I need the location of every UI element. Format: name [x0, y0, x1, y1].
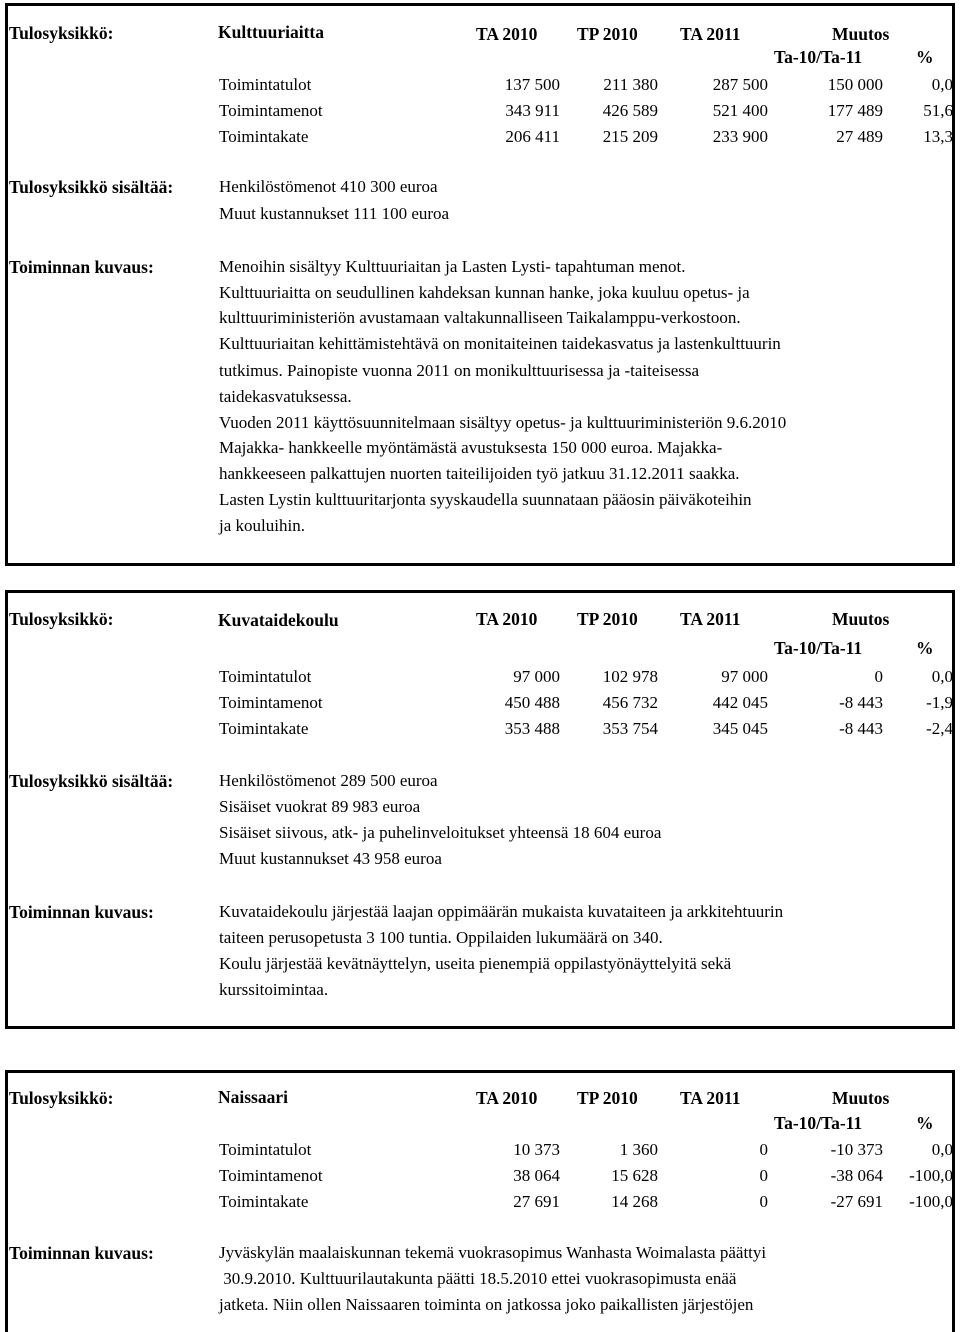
- cell-ta2010: 137 500: [504, 75, 560, 94]
- header-ta-change: Ta-10/Ta-11: [774, 1113, 863, 1133]
- description-label: Toiminnan kuvaus:: [9, 902, 154, 922]
- row-name: Toimintamenot: [219, 693, 323, 712]
- description-line: kurssitoimintaa.: [219, 980, 329, 999]
- header-pct: %: [916, 638, 934, 658]
- unit-name: Kulttuuriaitta: [218, 22, 324, 42]
- description-line: ja kouluihin.: [219, 516, 305, 535]
- description-line: Vuoden 2011 käyttösuunnitelmaan sisältyy opetus- ja kulttuuriministeriön 9.6.2010: [219, 413, 787, 432]
- cell-muutos: -8 443: [839, 719, 883, 738]
- row-name: Toimintakate: [219, 719, 309, 738]
- header-pct: %: [916, 1113, 934, 1133]
- cell-muutos: 150 000: [827, 75, 883, 94]
- description-line: 30.9.2010. Kulttuurilautakunta päätti 18.5.2010 ettei vuokrasopimusta enää: [219, 1269, 737, 1288]
- cell-pct: -100,0: [909, 1166, 953, 1185]
- description-line: Majakka- hankkeelle myöntämästä avustuksesta 150 000 euroa. Majakka-: [219, 438, 723, 457]
- description-line: Lasten Lystin kulttuuritarjonta syyskaudella suunnataan pääosin päiväkoteihin: [219, 490, 752, 509]
- cell-muutos: 177 489: [827, 101, 883, 120]
- contains-line: Sisäiset vuokrat 89 983 euroa: [219, 797, 421, 816]
- contains-label: Tulosyksikkö sisältää:: [9, 177, 174, 197]
- unit-name: Kuvataidekoulu: [218, 610, 339, 630]
- cell-muutos: 27 489: [836, 127, 883, 146]
- cell-pct: 0,0: [931, 667, 953, 686]
- cell-ta2011: 521 400: [712, 101, 768, 120]
- cell-muutos: 0: [874, 667, 883, 686]
- row-name: Toimintakate: [219, 127, 309, 146]
- cell-pct: -1,9: [926, 693, 953, 712]
- header-muutos: Muutos: [832, 609, 890, 629]
- cell-ta2011: 287 500: [712, 75, 768, 94]
- row-name: Toimintamenot: [219, 101, 323, 120]
- contains-line: Henkilöstömenot 289 500 euroa: [219, 771, 438, 790]
- header-ta2011: TA 2011: [680, 609, 741, 629]
- cell-ta2010: 353 488: [504, 719, 560, 738]
- cell-ta2011: 97 000: [721, 667, 768, 686]
- cell-ta2010: 38 064: [513, 1166, 560, 1185]
- row-name: Toimintatulot: [219, 75, 312, 94]
- cell-ta2011: 0: [759, 1140, 768, 1159]
- cell-ta2011: 442 045: [712, 693, 768, 712]
- cell-pct: 0,0: [931, 75, 953, 94]
- cell-tp2010: 211 380: [603, 75, 658, 94]
- description-line: Jyväskylän maalaiskunnan tekemä vuokrasopimus Wanhasta Woimalasta päättyi: [219, 1243, 767, 1262]
- header-ta2010: TA 2010: [476, 609, 538, 629]
- header-ta-change: Ta-10/Ta-11: [774, 47, 863, 67]
- cell-muutos: -38 064: [830, 1166, 883, 1185]
- header-muutos: Muutos: [832, 24, 890, 44]
- cell-tp2010: 14 268: [611, 1192, 658, 1211]
- cell-tp2010: 102 978: [602, 667, 658, 686]
- header-tp2010: TP 2010: [577, 609, 638, 629]
- cell-ta2010: 450 488: [504, 693, 560, 712]
- description-line: tutkimus. Painopiste vuonna 2011 on monikulttuurisessa ja -taiteisessa: [219, 361, 700, 380]
- cell-ta2010: 97 000: [513, 667, 560, 686]
- cell-tp2010: 456 732: [602, 693, 658, 712]
- cell-ta2011: 345 045: [712, 719, 768, 738]
- cell-pct: 13,3: [923, 127, 953, 146]
- description-line: hankkeeseen palkattujen nuorten taiteilijoiden työ jatkuu 31.12.2011 saakka.: [219, 464, 740, 483]
- cell-tp2010: 215 209: [602, 127, 658, 146]
- header-ta2010: TA 2010: [476, 24, 538, 44]
- cell-tp2010: 1 360: [619, 1140, 658, 1159]
- cell-muutos: -10 373: [830, 1140, 883, 1159]
- header-ta2011: TA 2011: [680, 1088, 741, 1108]
- header-tp2010: TP 2010: [577, 24, 638, 44]
- cell-muutos: -27 691: [830, 1192, 883, 1211]
- cell-ta2010: 27 691: [513, 1192, 560, 1211]
- contains-line: Henkilöstömenot 410 300 euroa: [219, 177, 438, 196]
- unit-name: Naissaari: [218, 1087, 288, 1107]
- cell-pct: 51,6: [923, 101, 953, 120]
- contains-label: Tulosyksikkö sisältää:: [9, 771, 174, 791]
- cell-pct: 0,0: [931, 1140, 953, 1159]
- header-ta2010: TA 2010: [476, 1088, 538, 1108]
- description-line: Kuvataidekoulu järjestää laajan oppimäärän mukaista kuvataiteen ja arkkitehtuurin: [219, 902, 784, 921]
- description-line: Menoihin sisältyy Kulttuuriaitan ja Lasten Lysti- tapahtuman menot.: [219, 257, 686, 276]
- cell-ta2011: 233 900: [712, 127, 768, 146]
- contains-line: Sisäiset siivous, atk- ja puhelinveloitukset yhteensä 18 604 euroa: [219, 823, 662, 842]
- description-line: taidekasvatuksessa.: [219, 387, 352, 406]
- cell-muutos: -8 443: [839, 693, 883, 712]
- header-ta-change: Ta-10/Ta-11: [774, 638, 863, 658]
- cell-pct: -100,0: [909, 1192, 953, 1211]
- cell-ta2010: 206 411: [505, 127, 560, 146]
- header-ta2011: TA 2011: [680, 24, 741, 44]
- cell-tp2010: 15 628: [611, 1166, 658, 1185]
- header-pct: %: [916, 47, 934, 67]
- cell-pct: -2,4: [926, 719, 953, 738]
- cell-ta2010: 10 373: [513, 1140, 560, 1159]
- row-name: Toimintatulot: [219, 667, 312, 686]
- row-name: Toimintatulot: [219, 1140, 312, 1159]
- cell-ta2010: 343 911: [505, 101, 560, 120]
- header-tp2010: TP 2010: [577, 1088, 638, 1108]
- cell-tp2010: 353 754: [602, 719, 658, 738]
- description-label: Toiminnan kuvaus:: [9, 257, 154, 277]
- description-line: jatketa. Niin ollen Naissaaren toiminta on jatkossa joko paikallisten järjestöjen: [219, 1295, 754, 1314]
- cell-ta2011: 0: [759, 1166, 768, 1185]
- unit-label: Tulosyksikkö:: [9, 609, 114, 629]
- description-line: Kulttuuriaitta on seudullinen kahdeksan kunnan hanke, joka kuuluu opetus- ja: [219, 283, 750, 302]
- contains-line: Muut kustannukset 111 100 euroa: [219, 204, 450, 223]
- cell-tp2010: 426 589: [602, 101, 658, 120]
- description-line: taiteen perusopetusta 3 100 tuntia. Oppilaiden lukumäärä on 340.: [219, 928, 663, 947]
- contains-line: Muut kustannukset 43 958 euroa: [219, 849, 442, 868]
- description-line: Koulu järjestää kevätnäyttelyn, useita pienempiä oppilastyönäyttelyitä sekä: [219, 954, 732, 973]
- description-label: Toiminnan kuvaus:: [9, 1243, 154, 1263]
- unit-label: Tulosyksikkö:: [9, 1088, 114, 1108]
- row-name: Toimintamenot: [219, 1166, 323, 1185]
- header-muutos: Muutos: [832, 1088, 890, 1108]
- row-name: Toimintakate: [219, 1192, 309, 1211]
- unit-label: Tulosyksikkö:: [9, 23, 114, 43]
- description-line: Kulttuuriaitan kehittämistehtävä on monitaiteinen taidekasvatus ja lastenkulttuurin: [219, 334, 781, 353]
- description-line: kulttuuriministeriön avustamaan valtakunnalliseen Taikalamppu-verkostoon.: [219, 308, 741, 327]
- cell-ta2011: 0: [759, 1192, 768, 1211]
